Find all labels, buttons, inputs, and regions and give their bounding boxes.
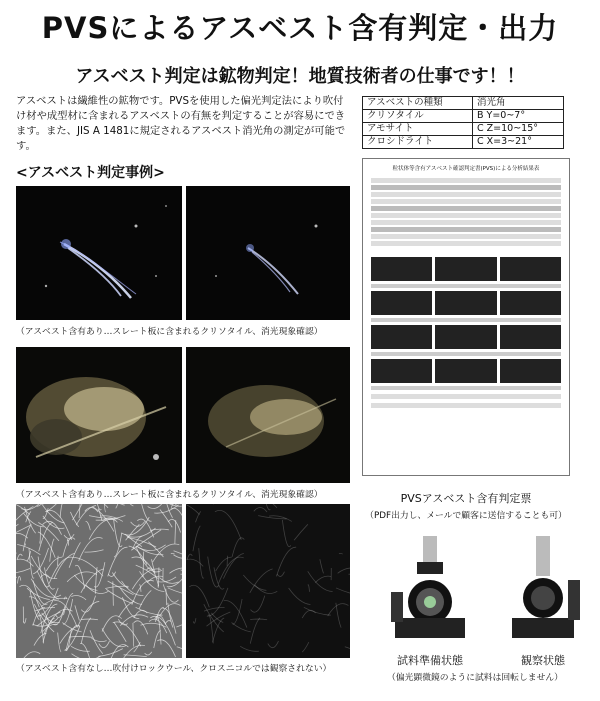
mineral-header-type: アスベストの種類 bbox=[363, 97, 473, 110]
microscope-note: （偏光顕微鏡のように試料は回転しません） bbox=[387, 673, 563, 683]
report-line bbox=[371, 220, 561, 225]
report-photo-row bbox=[371, 291, 561, 315]
report-line bbox=[371, 213, 561, 218]
intro-paragraph: アスベストは繊維性の鉱物です。PVSを使用した偏光判定法により吹付け材や成型材に含まれるアスベストの有無を判定することが容易にできます。また、JIS A 1481に規定されるアスベスト消光角の測定が可能です。 bbox=[16, 95, 346, 152]
report-line bbox=[371, 241, 561, 246]
report-sheet-preview bbox=[362, 158, 570, 476]
section-heading: <アスベスト判定事例> bbox=[16, 165, 165, 181]
report-photo-row bbox=[371, 257, 561, 281]
page-title: PVSによるアスベスト含有判定・出力 bbox=[41, 11, 559, 45]
fiber-photo-2 bbox=[186, 186, 350, 320]
microscope-observe-image bbox=[498, 532, 588, 642]
mineral-name: アモサイト bbox=[363, 123, 473, 136]
extinction-angle: B Y=0~7° bbox=[472, 110, 563, 123]
report-label bbox=[371, 386, 561, 390]
mineral-name: クロシドライト bbox=[363, 136, 473, 149]
report-line bbox=[371, 192, 561, 197]
report-caption: PVSアスベスト含有判定票 bbox=[400, 492, 532, 505]
mineral-name: クリソタイル bbox=[363, 110, 473, 123]
example-caption-2: （アスベスト含有あり…スレート板に含まれるクリソタイル、消光現象確認） bbox=[16, 490, 323, 500]
report-line bbox=[371, 178, 561, 183]
report-subcaption: （PDF出力し、メールで顧客に送信することも可） bbox=[365, 511, 567, 521]
mineral-table bbox=[362, 96, 564, 149]
extinction-angle: C X=3~21° bbox=[472, 136, 563, 149]
example-caption-3: （アスベスト含有なし…吹付けロックウール、クロスニコルでは観察されない） bbox=[16, 664, 332, 674]
report-line bbox=[371, 185, 561, 190]
example-caption-1: （アスベスト含有あり…スレート板に含まれるクリソタイル、消光現象確認） bbox=[16, 327, 323, 337]
report-label bbox=[371, 352, 561, 356]
report-line bbox=[371, 199, 561, 204]
report-doc-title: 粒状体等含有アスベスト確認判定書(PVS)による分析結果表 bbox=[392, 166, 540, 172]
report-line bbox=[371, 234, 561, 239]
table-row bbox=[363, 110, 564, 123]
slate-photo-1 bbox=[16, 347, 182, 483]
report-label bbox=[371, 318, 561, 322]
microscope-observe-label: 観察状態 bbox=[521, 654, 565, 667]
table-row bbox=[363, 123, 564, 136]
report-photo-grid bbox=[371, 257, 561, 412]
rockwool-photo-1 bbox=[16, 504, 182, 658]
page-subtitle: アスベスト判定は鉱物判定！地質技術者の仕事です！！ bbox=[75, 66, 525, 87]
mineral-header-angle: 消光角 bbox=[472, 97, 563, 110]
rockwool-photo-2 bbox=[186, 504, 350, 658]
mineral-table-header bbox=[363, 97, 564, 110]
slate-photo-2 bbox=[186, 347, 350, 483]
report-line bbox=[371, 206, 561, 211]
microscope-prep-image bbox=[385, 532, 475, 642]
table-row bbox=[363, 136, 564, 149]
microscope-prep-label: 試料準備状態 bbox=[397, 654, 463, 667]
extinction-angle: C Z=10~15° bbox=[472, 123, 563, 136]
fiber-photo-1 bbox=[16, 186, 182, 320]
report-photo-row bbox=[371, 359, 561, 383]
report-line bbox=[371, 403, 561, 408]
report-line bbox=[371, 394, 561, 399]
report-photo-row bbox=[371, 325, 561, 349]
report-label bbox=[371, 284, 561, 288]
report-line bbox=[371, 227, 561, 232]
